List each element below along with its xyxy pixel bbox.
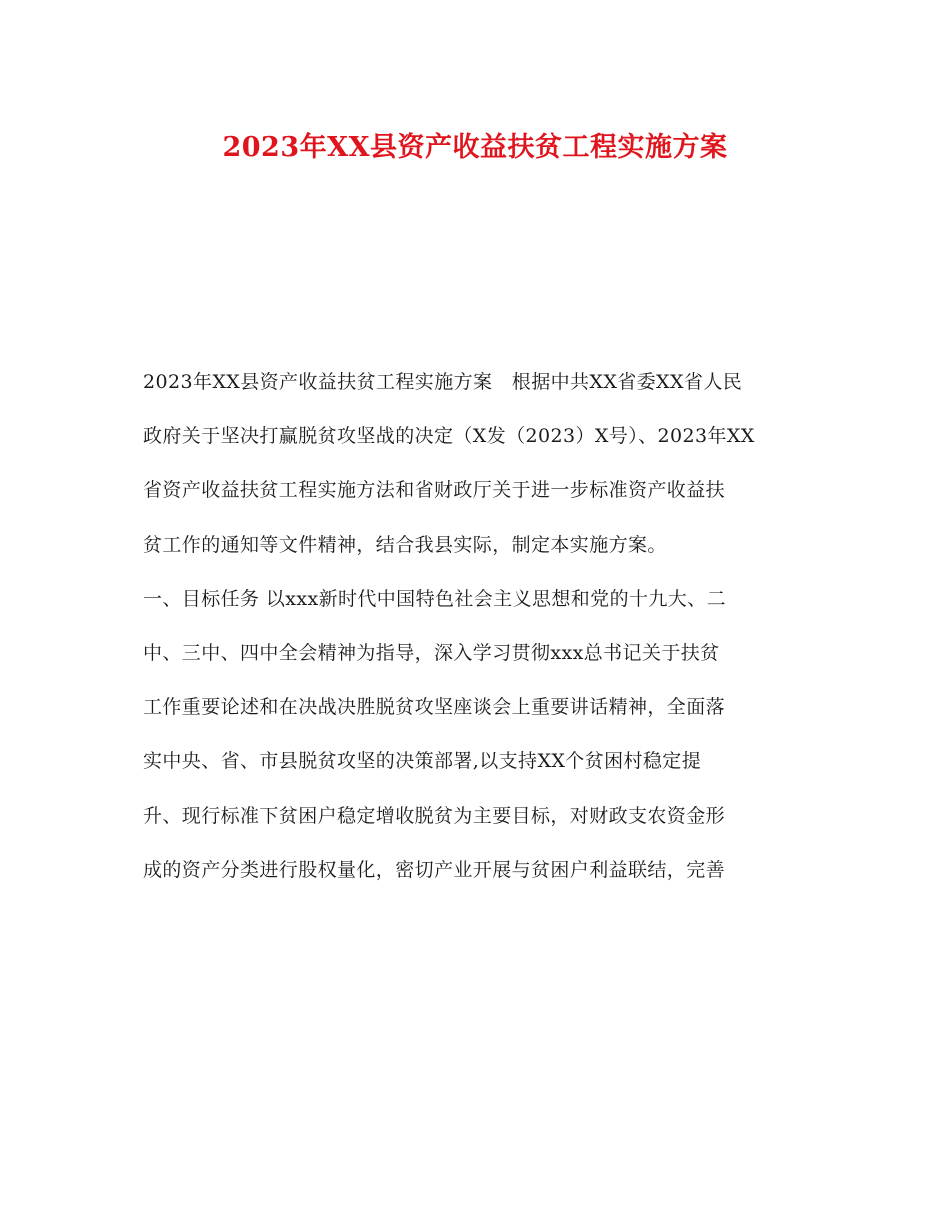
document-body: [143, 362, 823, 904]
body-line: 实中央、省、市县脱贫攻坚的决策部署,以支持XX个贫困村稳定提: [143, 750, 702, 773]
body-line: 2023年XX县资产收益扶贫工程实施方案 根据中共XX省委XX省人民: [143, 371, 743, 393]
body-line: 政府关于坚决打赢脱贫攻坚战的决定（X发（2023）X号）、2023年XX: [143, 425, 755, 448]
body-line: 升、现行标准下贫困户稳定增收脱贫为主要目标，对财政支农资金形: [143, 804, 726, 827]
body-line: 贫工作的通知等文件精神，结合我县实际，制定本实施方案。: [143, 533, 667, 556]
body-line: 工作重要论述和在决战决胜脱贫攻坚座谈会上重要讲话精神，全面落: [143, 696, 726, 719]
body-line: 中、三中、四中全会精神为指导，深入学习贯彻xxx总书记关于扶贫: [143, 641, 720, 664]
document-title: 2023年XX县资产收益扶贫工程实施方案: [222, 132, 728, 163]
body-line: 省资产收益扶贫工程实施方法和省财政厅关于进一步标准资产收益扶: [143, 479, 726, 502]
body-line: 成的资产分类进行股权量化，密切产业开展与贫困户利益联结，完善: [143, 858, 726, 881]
body-line: 一、目标任务 以xxx新时代中国特色社会主义思想和党的十九大、二: [143, 587, 726, 610]
